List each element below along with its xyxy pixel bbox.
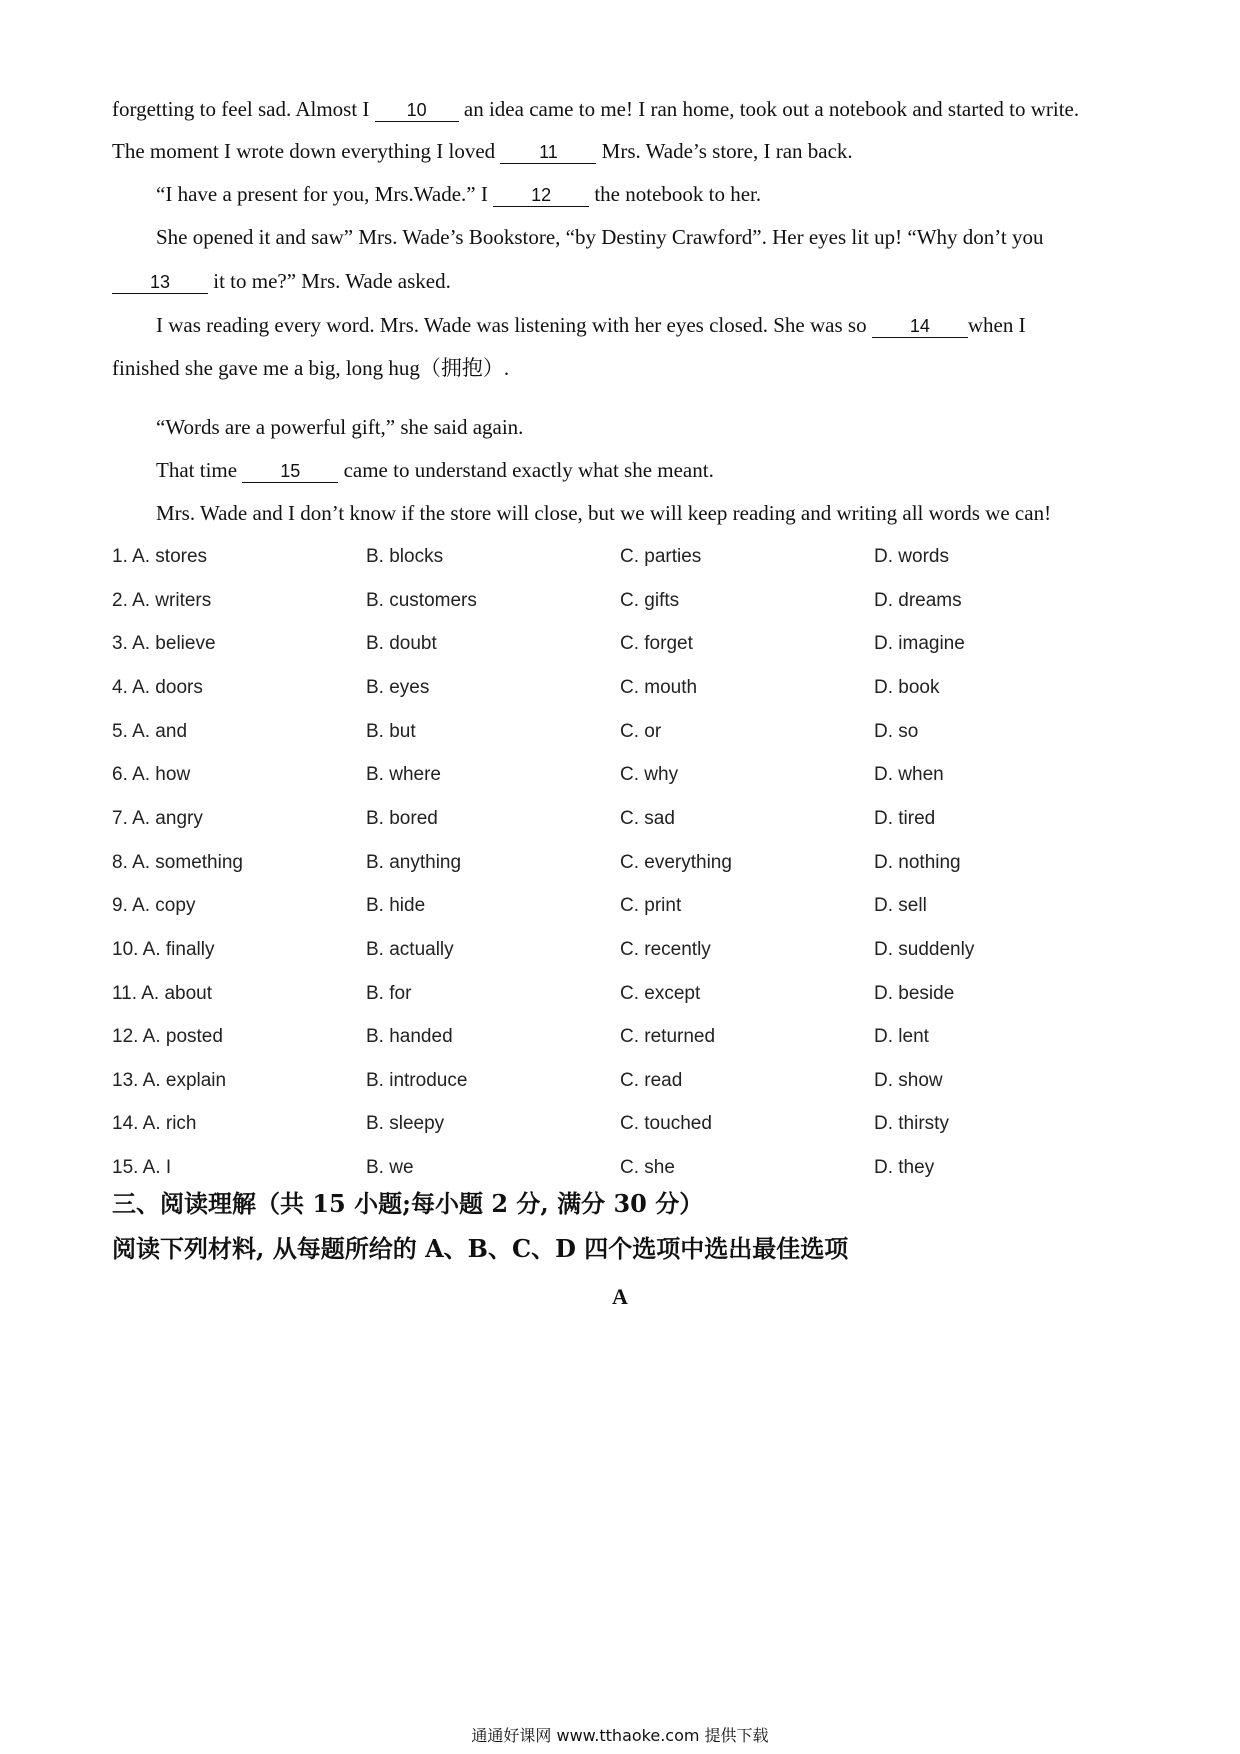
passage-text: the notebook to her.	[594, 182, 762, 206]
option-c: C. returned	[620, 1026, 716, 1048]
passage-text: I was reading every word. Mrs. Wade was listening with her eyes closed. She was so	[156, 313, 867, 337]
option-a: 13. A. explain	[112, 1069, 227, 1091]
passage-text: came to understand exactly what she meant.	[343, 458, 714, 482]
option-b: B. bored	[366, 807, 438, 829]
option-row	[112, 1109, 1122, 1139]
option-row	[112, 891, 1122, 921]
passage-line-7	[112, 353, 1128, 383]
passage-line-6	[112, 310, 1128, 340]
passage-line-10	[112, 498, 1128, 528]
option-c: C. except	[620, 982, 701, 1004]
option-b: B. blocks	[366, 546, 444, 567]
option-d: D. lent	[874, 1026, 929, 1048]
option-d: D. imagine	[874, 633, 965, 655]
option-c: C. forget	[620, 633, 693, 655]
option-a: 5. A. and	[112, 720, 188, 742]
passage-line-9	[112, 455, 1128, 485]
option-a: 1. A. stores	[112, 546, 208, 567]
passage-line-1	[112, 94, 1128, 124]
option-b: B. but	[366, 720, 416, 742]
option-row	[112, 673, 1122, 703]
option-row	[112, 586, 1122, 616]
passage-text: Mrs. Wade and I don’t know if the store will close, but we will keep reading and writing all words we can!	[156, 501, 1052, 525]
option-b: B. anything	[366, 851, 462, 873]
passage-line-2	[112, 136, 1128, 166]
passage-line-4	[112, 222, 1128, 252]
option-a: 11. A. about	[112, 982, 213, 1004]
passage-line-3	[112, 179, 1128, 209]
option-c: C. touched	[620, 1113, 712, 1135]
option-d: D. show	[874, 1069, 943, 1091]
option-b: B. eyes	[366, 676, 430, 698]
option-a: 9. A. copy	[112, 895, 196, 917]
blank-13: 13	[112, 271, 208, 294]
option-d: D. words	[874, 546, 949, 567]
option-d: D. dreams	[874, 589, 962, 611]
option-d: D. book	[874, 676, 940, 698]
option-row	[112, 979, 1122, 1009]
passage-text: The moment I wrote down everything I loved	[112, 139, 496, 163]
option-b: B. sleepy	[366, 1113, 445, 1135]
option-a: 7. A. angry	[112, 807, 203, 829]
option-row	[112, 717, 1122, 747]
passage-line-8	[112, 412, 1128, 442]
option-c: C. why	[620, 764, 679, 786]
option-b: B. actually	[366, 938, 454, 960]
option-c: C. mouth	[620, 676, 698, 698]
option-a: 15. A. I	[112, 1157, 172, 1179]
option-d: D. nothing	[874, 851, 961, 873]
option-d: D. tired	[874, 807, 936, 829]
option-b: B. we	[366, 1157, 414, 1179]
option-row	[112, 542, 1122, 572]
footer-text: 通通好课网 www.tthaoke.com 提供下载	[471, 1726, 769, 1745]
blank-15: 15	[242, 460, 338, 483]
option-b: B. where	[366, 764, 441, 786]
option-a: 4. A. doors	[112, 676, 203, 698]
option-row	[112, 760, 1122, 790]
option-d: D. they	[874, 1157, 935, 1179]
option-a: 3. A. believe	[112, 633, 216, 655]
option-d: D. sell	[874, 895, 927, 917]
option-c: C. she	[620, 1157, 675, 1179]
passage-text: That time	[156, 458, 238, 482]
option-d: D. suddenly	[874, 938, 975, 960]
option-d: D. beside	[874, 982, 955, 1004]
passage-text: when I	[967, 313, 1026, 337]
option-a: 14. A. rich	[112, 1113, 197, 1135]
option-b: B. customers	[366, 589, 477, 611]
option-b: B. doubt	[366, 633, 437, 655]
option-row	[112, 935, 1122, 965]
blank-14: 14	[872, 315, 968, 338]
option-b: B. for	[366, 982, 412, 1004]
option-a: 8. A. something	[112, 851, 243, 873]
option-d: D. so	[874, 720, 919, 742]
section-instruction: 阅读下列材料, 从每题所给的 A、B、C、D 四个选项中选出最佳选项	[112, 1234, 849, 1263]
option-c: C. parties	[620, 546, 702, 567]
option-row	[112, 629, 1122, 659]
passage-text: She opened it and saw” Mrs. Wade’s Bookstore, “by Destiny Crawford”. Her eyes lit up! “Why don’t you	[156, 225, 1044, 249]
section-heading: 三、阅读理解（共 15 小题;每小题 2 分, 满分 30 分）	[112, 1189, 704, 1218]
option-row	[112, 1022, 1122, 1052]
option-a: 2. A. writers	[112, 589, 212, 611]
blank-11: 11	[500, 141, 596, 164]
option-c: C. everything	[620, 851, 732, 873]
option-row	[112, 804, 1122, 834]
passage-text: an idea came to me! I ran home, took out a notebook and started to write.	[463, 97, 1080, 121]
passage-text: “I have a present for you, Mrs.Wade.” I	[156, 182, 488, 206]
passage-text: forgetting to feel sad. Almost I	[112, 97, 370, 121]
option-a: 12. A. posted	[112, 1026, 223, 1048]
option-row	[112, 1066, 1122, 1096]
option-c: C. gifts	[620, 589, 680, 611]
blank-12: 12	[493, 184, 589, 207]
option-row	[112, 1153, 1122, 1183]
option-c: C. sad	[620, 807, 675, 829]
option-c: C. or	[620, 720, 662, 742]
passage-line-5	[112, 266, 1128, 296]
option-c: C. recently	[620, 938, 711, 960]
blank-10: 10	[375, 99, 459, 122]
option-b: B. hide	[366, 895, 426, 917]
passage-text: finished she gave me a big, long hug（拥抱）.	[112, 356, 510, 380]
option-c: C. print	[620, 895, 682, 917]
passage-text: Mrs. Wade’s store, I ran back.	[601, 139, 853, 163]
option-b: B. introduce	[366, 1069, 468, 1091]
option-row	[112, 848, 1122, 878]
option-b: B. handed	[366, 1026, 453, 1048]
option-a: 10. A. finally	[112, 938, 215, 960]
option-d: D. thirsty	[874, 1113, 949, 1135]
option-a: 6. A. how	[112, 764, 191, 786]
part-letter: A	[612, 1284, 628, 1309]
passage-text: it to me?” Mrs. Wade asked.	[213, 269, 451, 293]
option-c: C. read	[620, 1069, 683, 1091]
passage-text: “Words are a powerful gift,” she said again.	[156, 415, 524, 439]
option-d: D. when	[874, 764, 944, 786]
